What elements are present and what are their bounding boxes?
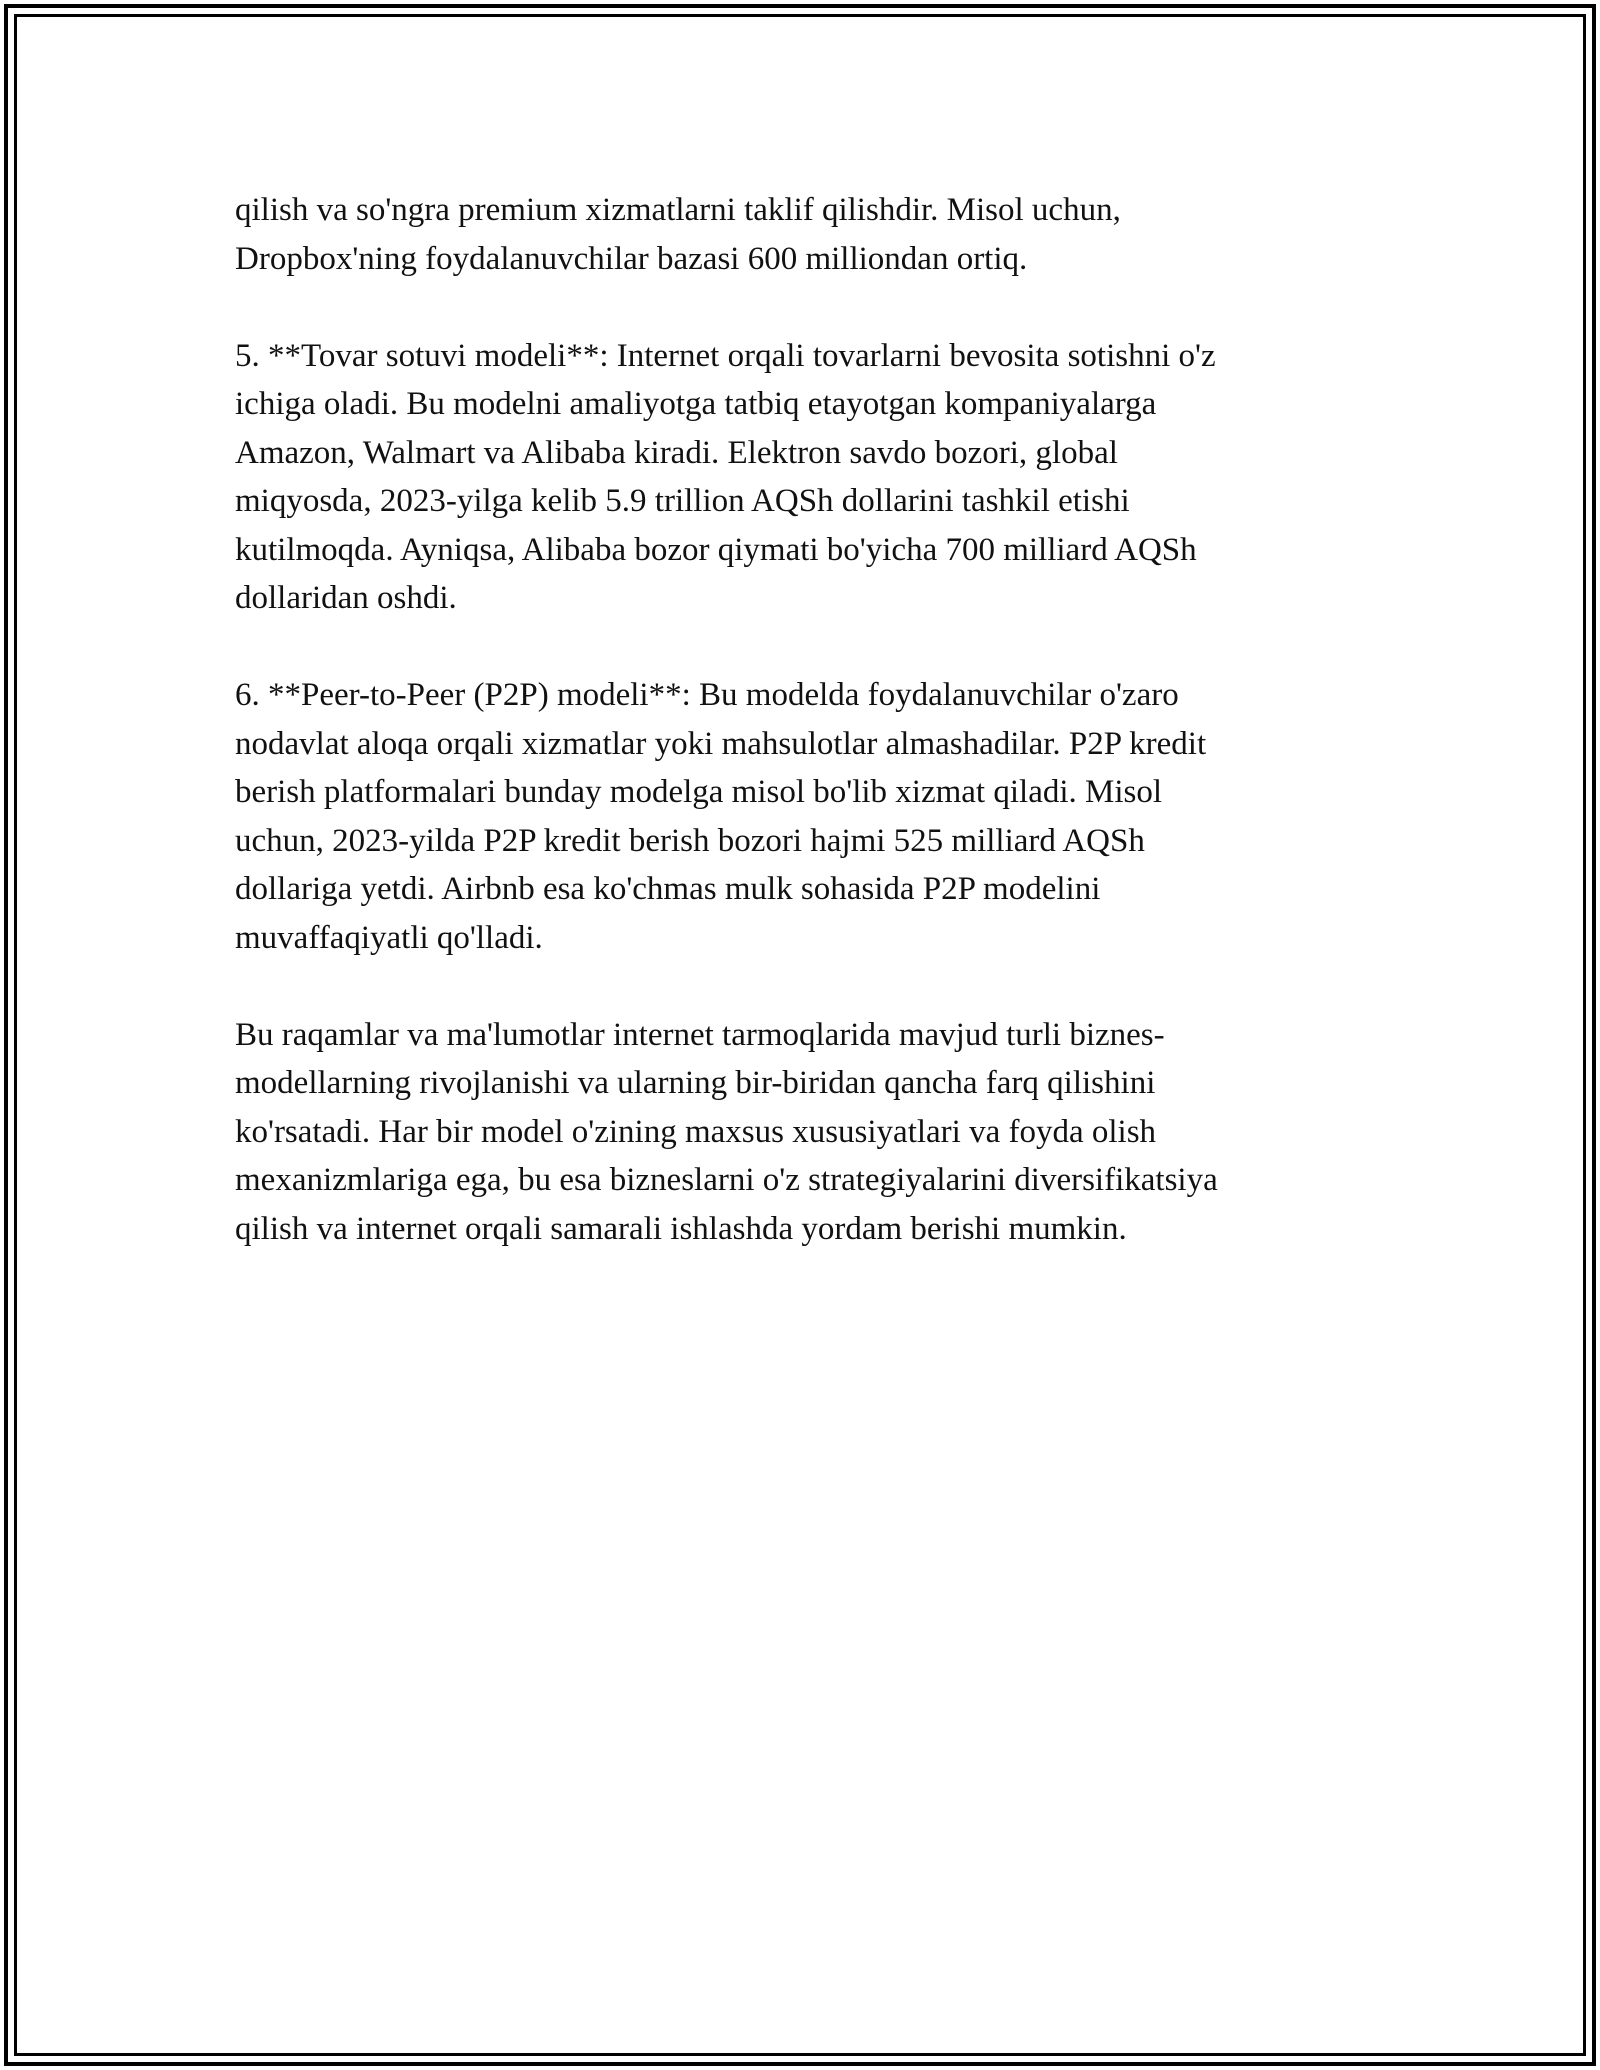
paragraph-product-sales-model: 5. **Tovar sotuvi modeli**: Internet orqali tovarlarni bevosita sotishni o'z ichiga oladi. Bu modelni amaliyotga tatbiq etayotgan kompaniyalarga Amazon, Walmart va Alibaba kiradi. Elektron savdo bozori, global miqyosda, 2023-yilga kelib 5.9 trillion AQSh dollarini tashkil etishi kutilmoqda. Ayniqsa, Alibaba bozor qiymati bo'yicha 700 milliard AQSh dollaridan oshdi. [235,337,1216,616]
paragraph-freemium-continuation: qilish va so'ngra premium xizmatlarni taklif qilishdir. Misol uchun, Dropbox'ning foydalanuvchilar bazasi 600 milliondan ortiq. [235,192,1121,277]
document-body [235,186,1365,1253]
paragraph-p2p-model: 6. **Peer-to-Peer (P2P) modeli**: Bu modelda foydalanuvchilar o'zaro nodavlat aloqa orqali xizmatlar yoki mahsulotlar almashadilar. P2P kredit berish platformalari bunday modelga misol bo'lib xizmat qiladi. Misol uchun, 2023-yilda P2P kredit berish bozori hajmi 525 milliard AQSh dollariga yetdi. Airbnb esa ko'chmas mulk sohasida P2P modelini muvaffaqiyatli qo'lladi. [235,677,1207,956]
paragraph-conclusion: Bu raqamlar va ma'lumotlar internet tarmoqlarida mavjud turli biznes- modellarning rivojlanishi va ularning bir-biridan qancha farq qilishini ko'rsatadi. Har bir model o'zining maxsus xususiyatlari va foyda olish mexanizmlariga ega, bu esa bizneslarni o'z strategiyalarini diversifikatsiya qilish va internet orqali samarali ishlashda yordam berishi mumkin. [235,1016,1218,1247]
